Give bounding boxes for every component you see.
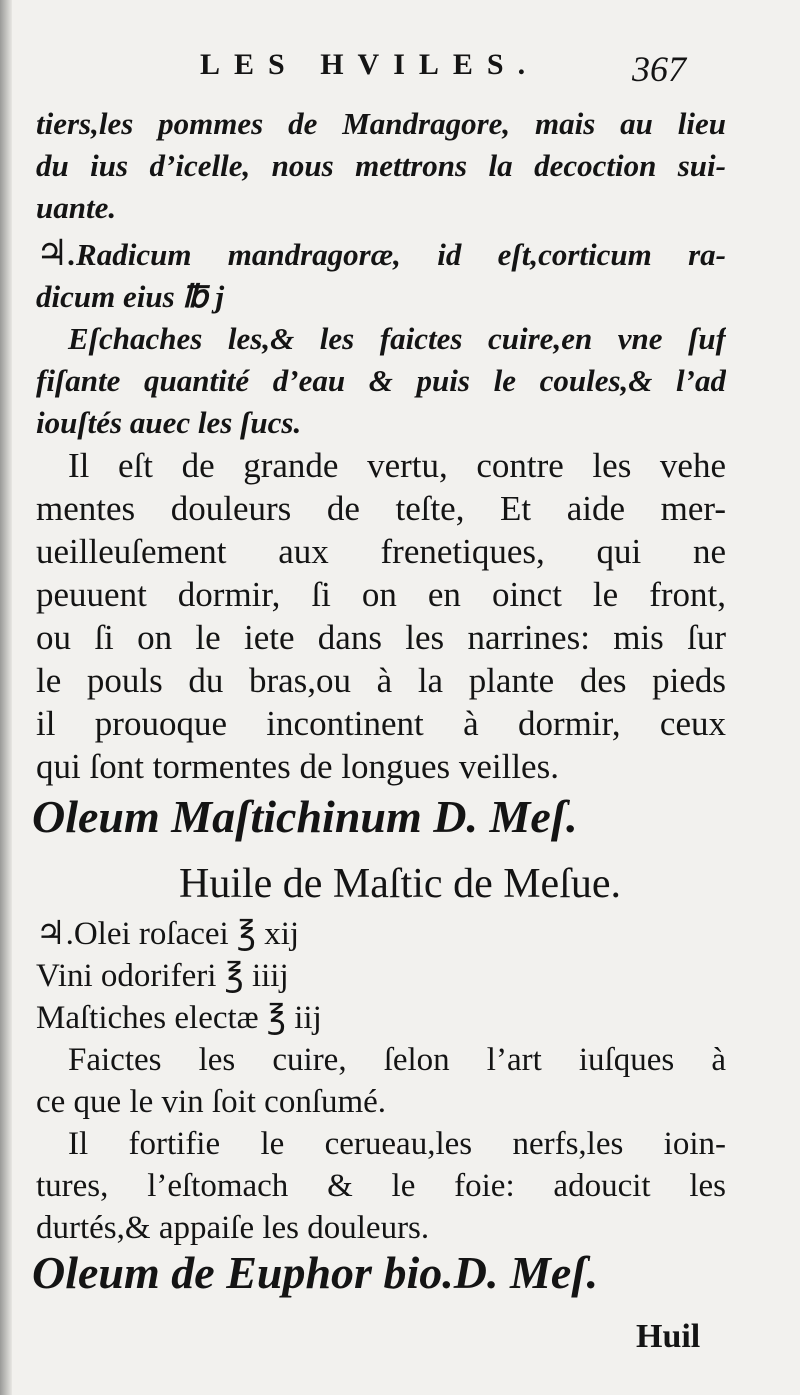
text-line: le pouls du bras,ou à la plante des pieds (36, 661, 726, 700)
recipe-rx-symbol: ♃ (36, 233, 69, 273)
recipe3-latin-title: Oleum de Euphor bio.D. Meſ. (32, 1247, 599, 1298)
recipe1-virtues (36, 444, 726, 788)
rx-line-text: .Radicum mandragoræ, id eſt,corticum ra- (68, 237, 726, 272)
running-title: LES HVILES. (200, 48, 540, 81)
recipe1-method (36, 318, 726, 444)
text-line: uante. (36, 190, 117, 225)
text-line: durtés,& appaiſe les douleurs. (36, 1210, 430, 1246)
recipe2-french-title: Huile de Maſtic de Meſue. (178, 861, 622, 907)
ingredient-line: ♃.Olei roſacei ℥ xij (36, 916, 300, 952)
text-line: mentes douleurs de teſte, Et aide mer- (36, 489, 726, 528)
text-line: ueilleuſement aux frenetiques, qui ne (36, 532, 726, 571)
recipe2-ingredients (36, 913, 726, 1039)
recipe2-method (36, 1039, 726, 1123)
page-gutter-shadow (0, 0, 12, 1395)
text-line: il prouoque incontinent à dormir, ceux (36, 704, 726, 743)
text-line: Eſchaches les,& les faictes cuire,en vne ſuf (68, 321, 726, 356)
text-line: iouſtés auec les ſucs. (36, 405, 302, 440)
text-line (36, 232, 726, 276)
recipe2-latin-title: Oleum Maſtichinum D. Meſ. (32, 791, 578, 842)
page-number: 367 (632, 49, 686, 89)
running-head (0, 48, 800, 88)
text-line: ce que le vin ſoit conſumé. (36, 1084, 387, 1120)
text-line: tures, l’eſtomach & le foie: adoucit les (36, 1168, 726, 1204)
catchword: Huil (636, 1318, 701, 1355)
recipe2-virtues (36, 1123, 726, 1249)
text-line: peuuent dormir, ſi on en oinct le front, (36, 575, 726, 614)
recipe1-continuation (36, 103, 726, 229)
ingredient-line: Vini odoriferi ℥ iiij (36, 958, 289, 994)
text-line: tiers,les pommes de Mandragore, mais au lieu (36, 106, 726, 141)
text-line: Il fortifie le cerueau,les nerfs,les ioin- (68, 1126, 726, 1162)
recipe1-prescription (36, 232, 726, 318)
text-line: dicum eius ℔ j (36, 279, 225, 314)
text-line: Il eſt de grande vertu, contre les vehe (68, 446, 726, 485)
text-line: qui ſont tormentes de longues veilles. (36, 747, 559, 786)
text-line: du ius d’icelle, nous mettrons la decoction sui- (36, 148, 726, 183)
text-line: Faictes les cuire, ſelon l’art iuſques à (68, 1042, 726, 1078)
text-line: fiſante quantité d’eau & puis le coules,& l’ad (36, 363, 726, 398)
ingredient-line: Maſtiches electæ ℥ iij (36, 1000, 322, 1036)
text-line: ou ſi on le iete dans les narrines: mis ſur (36, 618, 726, 657)
